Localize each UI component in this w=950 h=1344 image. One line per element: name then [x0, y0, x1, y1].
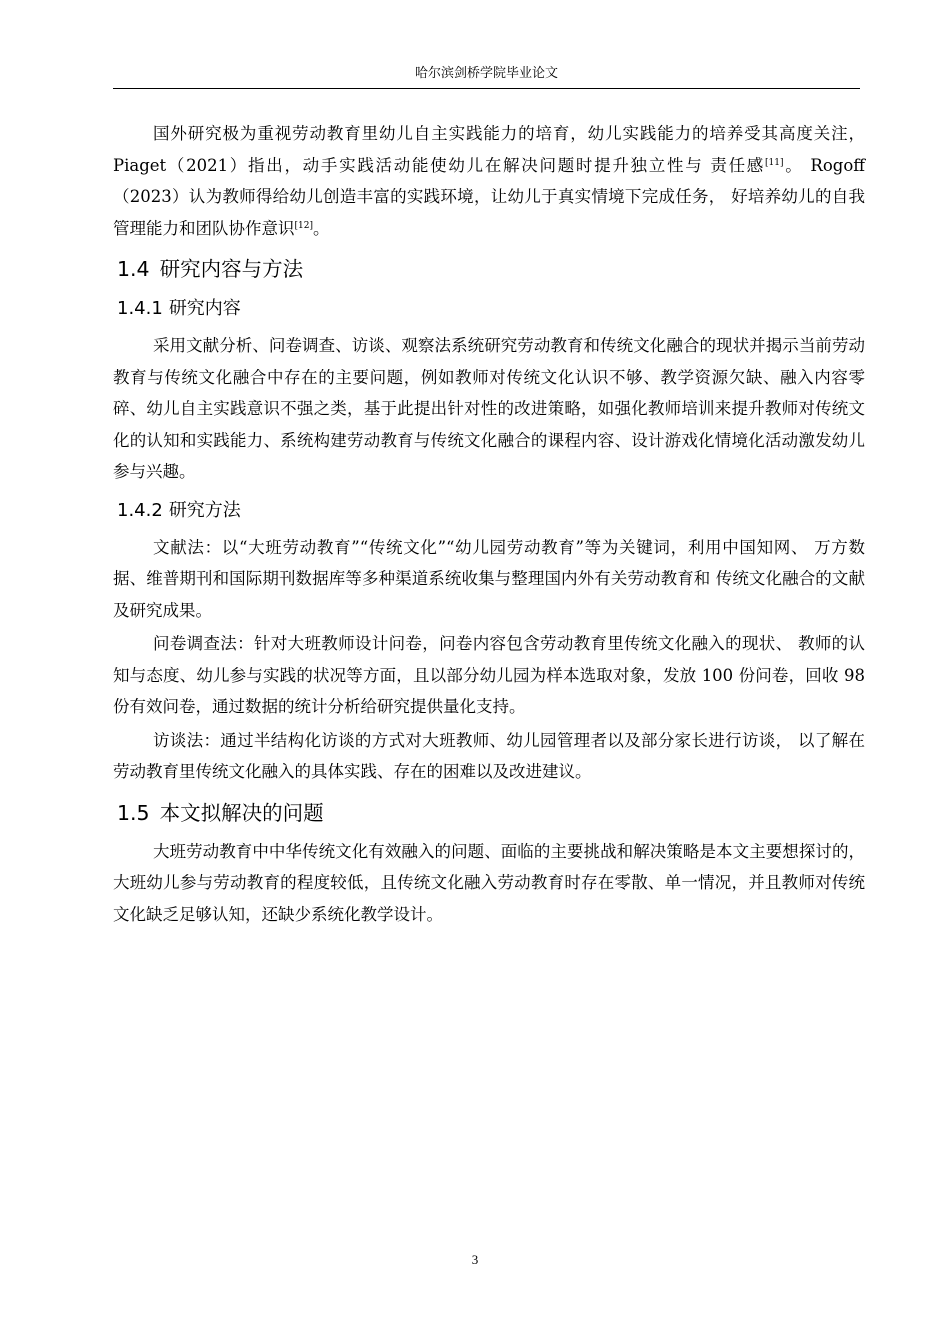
- intro-paragraph: [113, 118, 865, 244]
- section-number: 1.4: [117, 257, 150, 281]
- section-title: 研究内容与方法: [159, 257, 304, 281]
- intro-text-2: 。 Rogoff（2023）认为教师得给幼儿创造丰富的实践环境，让幼儿于真实情境下完成任务， 好培养幼儿的自我管理能力和团队协作意识: [113, 155, 865, 238]
- section-title: 本文拟解决的问题: [159, 800, 324, 825]
- problems-paragraph: 大班劳动教育中中华传统文化有效融入的问题、面临的主要挑战和解决策略是本文主要想探讨的，大班幼儿参与劳动教育的程度较低，且传统文化融入劳动教育时存在零散、单一情况，并且教师对传统文化缺乏足够认知，还缺少系统化教学设计。: [113, 841, 865, 924]
- section-heading-1-5: [117, 796, 865, 830]
- subsection-title: 研究方法: [168, 499, 241, 521]
- page-body: [113, 118, 865, 930]
- citation-12[interactable]: [12]: [294, 220, 313, 231]
- running-header: 哈尔滨剑桥学院毕业论文: [414, 66, 558, 81]
- literature-method-paragraph: 文献法：以“大班劳动教育”“传统文化”“幼儿园劳动教育”等为关键词，利用中国知网、 万方数据、维普期刊和国际期刊数据库等多种渠道系统收集与整理国内外有关劳动教育和 传统文化融合的文献及研究成果。: [113, 537, 865, 620]
- citation-11[interactable]: [11]: [765, 157, 784, 168]
- subsection-title: 研究内容: [168, 298, 241, 319]
- intro-text-3: 。: [312, 218, 330, 238]
- subsection-number: 1.4.1: [117, 298, 163, 319]
- section-heading-1-4: [117, 252, 865, 286]
- page-number: 3: [471, 1252, 479, 1267]
- research-content-paragraph: 采用文献分析、问卷调查、访谈、观察法系统研究劳动教育和传统文化融合的现状并揭示当前劳动教育与传统文化融合中存在的主要问题，例如教师对传统文化认识不够、教学资源欠缺、融入内容零碎、幼儿自主实践意识不强之类，基于此提出针对性的改进策略，如强化教师培训来提升教师对传统文化的认知和实践能力、系统构建劳动教育与传统文化融合的课程内容、设计游戏化情境化活动激发幼儿参与兴趣。: [113, 336, 865, 481]
- intro-text-1: 国外研究极为重视劳动教育里幼儿自主实践能力的培育，幼儿实践能力的培养受其高度关注，Piaget（2021）指出，动手实践活动能使幼儿在解决问题时提升独立性与 责任感: [113, 124, 865, 175]
- subsection-heading-1-4-1: [117, 294, 865, 324]
- section-number: 1.5: [117, 800, 150, 825]
- subsection-number: 1.4.2: [117, 499, 163, 521]
- questionnaire-method-paragraph: 问卷调查法：针对大班教师设计问卷，问卷内容包含劳动教育里传统文化融入的现状、 教师的认知与态度、幼儿参与实践的状况等方面，且以部分幼儿园为样本选取对象，发放 100 份问卷，回收 98 份有效问卷，通过数据的统计分析给研究提供量化支持。: [113, 634, 865, 716]
- header-rule: [113, 88, 860, 89]
- subsection-heading-1-4-2: [117, 496, 865, 526]
- interview-method-paragraph: 访谈法：通过半结构化访谈的方式对大班教师、幼儿园管理者以及部分家长进行访谈， 以了解在劳动教育里传统文化融入的具体实践、存在的困难以及改进建议。: [113, 730, 865, 781]
